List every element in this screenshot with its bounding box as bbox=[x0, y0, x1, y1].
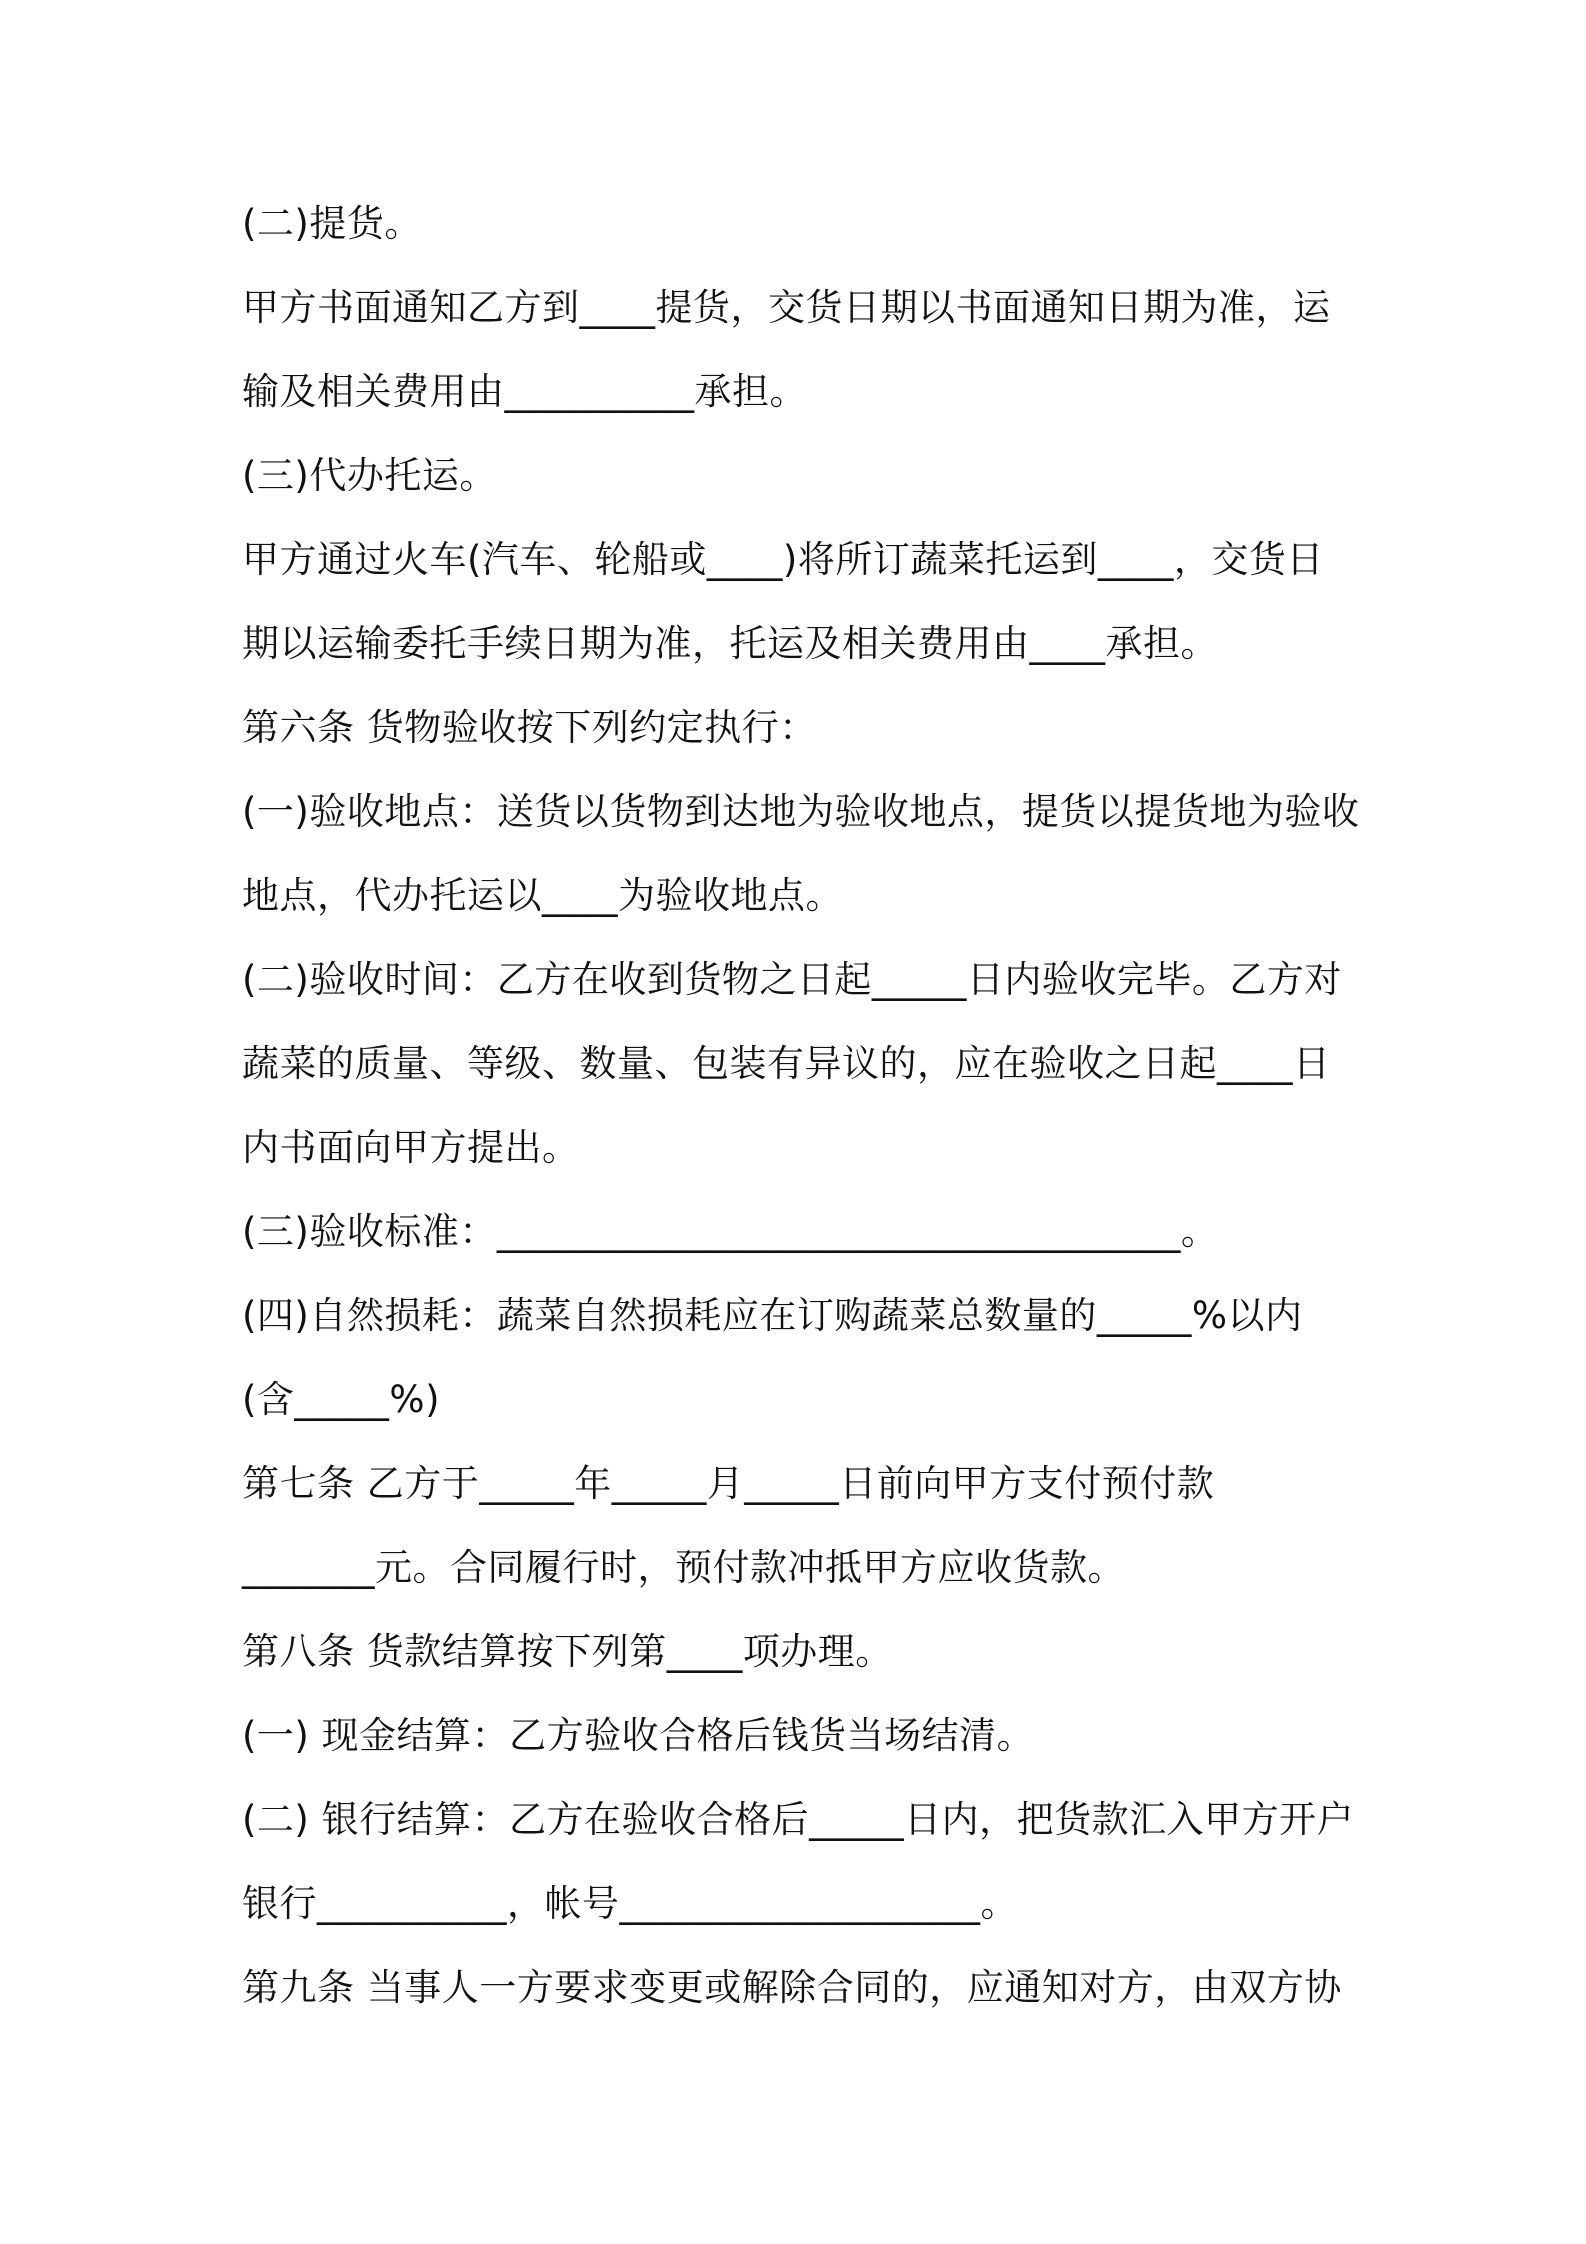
text-line: 甲方书面通知乙方到____提货，交货日期以书面通知日期为准，运 bbox=[242, 286, 1331, 329]
text-line: 蔬菜的质量、等级、数量、包装有异议的，应在验收之日起____日 bbox=[242, 1042, 1331, 1085]
text-line: 输及相关费用由__________承担。 bbox=[242, 370, 807, 413]
text-line: 地点，代办托运以____为验收地点。 bbox=[242, 874, 843, 917]
text-line: _______元。合同履行时，预付款冲抵甲方应收货款。 bbox=[242, 1546, 1125, 1589]
text-line: 银行__________，帐号___________________。 bbox=[242, 1882, 1018, 1925]
text-line: 第六条 货物验收按下列约定执行： bbox=[242, 706, 817, 749]
text-line: 甲方通过火车(汽车、轮船或____)将所订蔬菜托运到____，交货日 bbox=[242, 538, 1324, 581]
text-line: (含_____%) bbox=[242, 1378, 441, 1421]
text-line: (二)提货。 bbox=[242, 202, 422, 245]
text-line: 第九条 当事人一方要求变更或解除合同的，应通知对方，由双方协 bbox=[242, 1966, 1342, 2009]
text-line: (三)验收标准：____________________________________。 bbox=[242, 1210, 1219, 1253]
text-line: (三)代办托运。 bbox=[242, 454, 497, 497]
text-line: 期以运输委托手续日期为准，托运及相关费用由____承担。 bbox=[242, 622, 1218, 665]
text-line: (二) 银行结算：乙方在验收合格后_____日内，把货款汇入甲方开户 bbox=[242, 1798, 1355, 1841]
text-line: (四)自然损耗：蔬菜自然损耗应在订购蔬菜总数量的_____%以内 bbox=[242, 1294, 1303, 1337]
text-line: (一) 现金结算：乙方验收合格后钱货当场结清。 bbox=[242, 1714, 1035, 1757]
text-line: (二)验收时间：乙方在收到货物之日起_____日内验收完毕。乙方对 bbox=[242, 958, 1342, 1001]
text-line: (一)验收地点：送货以货物到达地为验收地点，提货以提货地为验收 bbox=[242, 790, 1360, 833]
text-line: 第七条 乙方于_____年_____月_____日前向甲方支付预付款 bbox=[242, 1462, 1215, 1505]
text-line: 内书面向甲方提出。 bbox=[242, 1126, 580, 1169]
text-line: 第八条 货款结算按下列第____项办理。 bbox=[242, 1630, 893, 1673]
